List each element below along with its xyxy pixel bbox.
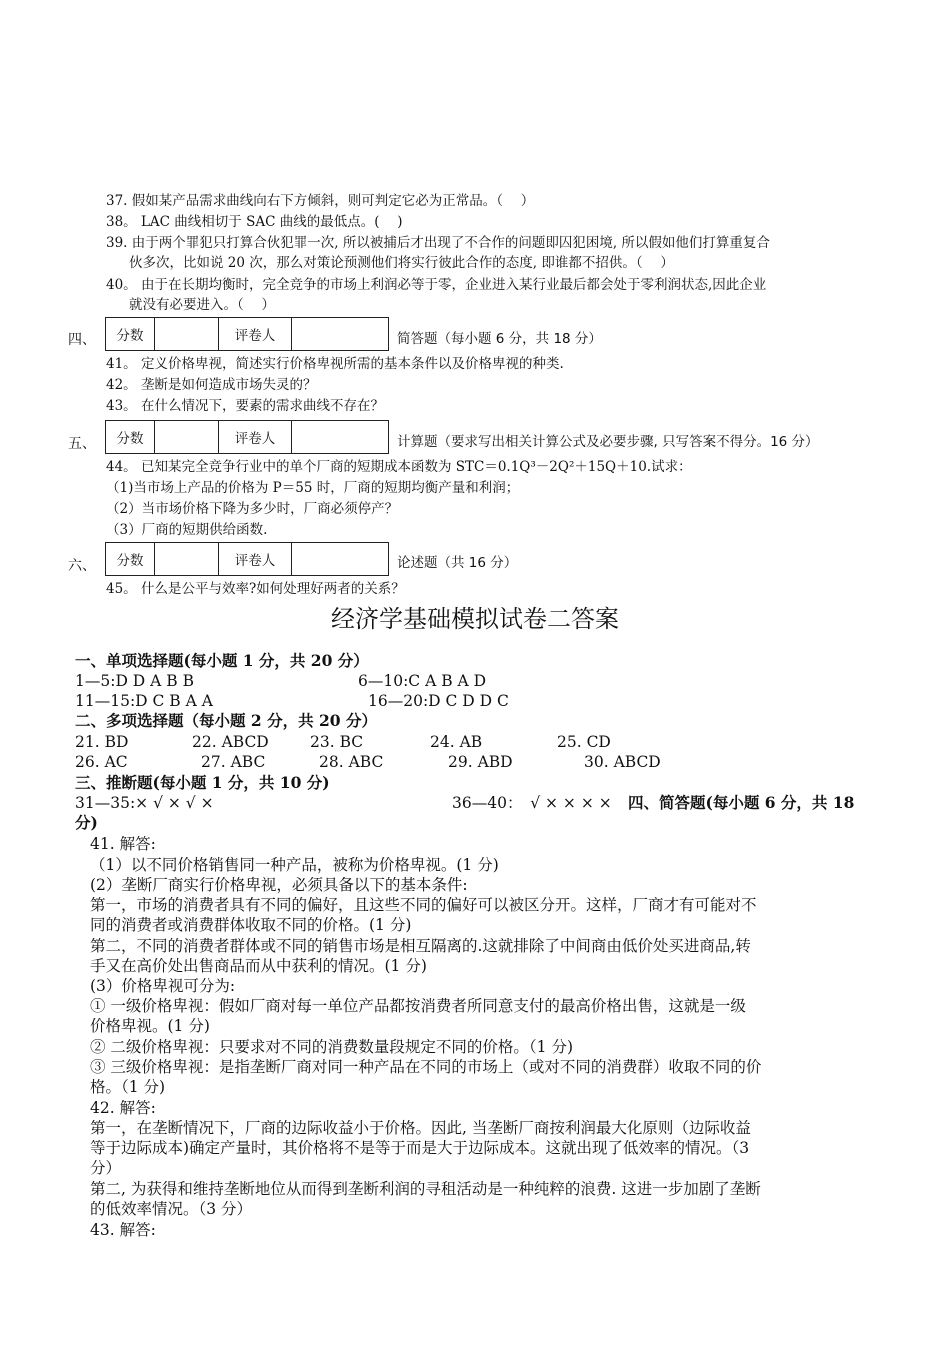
score-label: 分数: [106, 543, 155, 576]
section-4-title: 简答题（每小题 6 分，共 18 分）: [397, 331, 602, 347]
score-blank[interactable]: [155, 543, 219, 576]
answer-42-p2-line1: 第二, 为获得和维持垄断地位从而得到垄断利润的寻租活动是一种纯粹的浪费. 这进一步加剧了垄断: [90, 1180, 761, 1198]
answer-41-p2: (2）垄断厂商实行价格卑视，必须具备以下的基本条件:: [90, 876, 468, 894]
answer-heading-4: 四、简答题(每小题 6 分，共 18: [628, 793, 855, 812]
judge-answers-36-40: 36—40： √ × × × ×: [452, 794, 612, 812]
answer-42-p2-line2: 的低效率情况。（3 分）: [90, 1200, 253, 1218]
section-6-number: 六、: [68, 558, 96, 574]
section-6-score-box: [105, 542, 389, 576]
section-5-title: 计算题（要求写出相关计算公式及必要步骤, 只写答案不得分。16 分）: [397, 434, 819, 450]
multi-answer-21: 21. BD: [75, 733, 129, 751]
question-42: 42。 垄断是如何造成市场失灵的？: [106, 377, 317, 393]
answer-41-p1: （1）以不同价格销售同一种产品，被称为价格卑视。(1 分): [90, 856, 499, 874]
answer-41-p3-line2: 同的消费者或消费群体收取不同的价格。(1 分): [90, 916, 412, 934]
section-6-title: 论述题（共 16 分）: [397, 555, 518, 571]
section-5-score-box: [105, 420, 389, 454]
answer-heading-2: 二、多项选择题（每小题 2 分，共 20 分）: [75, 711, 377, 730]
answer-heading-4-cont: 分): [75, 813, 98, 832]
answer-41-p4-line2: 手又在高价处出售商品而从中获利的情况。(1 分): [90, 957, 427, 975]
grader-label: 评卷人: [219, 421, 292, 454]
multi-answer-29: 29. ABD: [448, 753, 513, 771]
question-40-line1: 40。 由于在长期均衡时，完全竞争的市场上利润必等于零，企业进入某行业最后都会处于零利润状态,因此企业: [106, 277, 767, 293]
multi-answer-30: 30. ABCD: [584, 753, 661, 771]
mc-answers-16-20: 16—20:D C D D C: [368, 692, 509, 710]
answer-41-p5: (3）价格卑视可分为:: [90, 977, 236, 995]
multi-answer-28: 28. ABC: [319, 753, 384, 771]
answer-42-p1-line3: 分）: [90, 1159, 122, 1177]
mc-answers-11-15: 11—15:D C B A A: [75, 692, 213, 710]
answer-heading-1: 一、单项选择题(每小题 1 分，共 20 分）: [75, 651, 369, 670]
question-39-line2: 伙多次，比如说 20 次，那么对策论预测他们将实行彼此合作的态度, 即谁都不招供。（ ）: [129, 255, 674, 271]
answer-42-label: 42. 解答:: [90, 1099, 156, 1117]
grader-blank[interactable]: [292, 543, 389, 576]
question-44-part1: （1)当市场上产品的价格为 P＝55 时，厂商的短期均衡产量和利润；: [106, 480, 520, 496]
answer-key-title: 经济学基础模拟试卷二答案: [331, 605, 619, 633]
multi-answer-25: 25. CD: [557, 733, 611, 751]
mc-answers-6-10: 6—10:C A B A D: [358, 672, 487, 690]
multi-answer-24: 24. AB: [430, 733, 483, 751]
answer-42-p1-line1: 第一，在垄断情况下，厂商的边际收益小于价格。因此, 当垄断厂商按利润最大化原则（边际收益: [90, 1119, 751, 1137]
grader-label: 评卷人: [219, 318, 292, 351]
answer-41-p4-line1: 第二，不同的消费者群体或不同的销售市场是相互隔离的.这就排除了中间商由低价处买进商品,转: [90, 937, 751, 955]
judge-answers-31-35: 31—35:× √ × √ ×: [75, 794, 214, 812]
question-40-line2: 就没有必要进入。（ ）: [129, 297, 276, 313]
multi-answer-22: 22. ABCD: [192, 733, 269, 751]
question-44-part2: （2）当市场价格下降为多少时，厂商必须停产？: [106, 501, 399, 517]
section-4-score-box: [105, 317, 389, 351]
multi-answer-27: 27. ABC: [201, 753, 266, 771]
multi-answer-26: 26. AC: [75, 753, 128, 771]
answer-42-p1-line2: 等于边际成本)确定产量时，其价格将不是等于而是大于边际成本。这就出现了低效率的情况。（3: [90, 1139, 750, 1157]
question-39-line1: 39. 由于两个罪犯只打算合伙犯罪一次, 所以被捕后才出现了不合作的问题即囚犯困境, 所以假如他们打算重复合: [106, 235, 770, 251]
grader-label: 评卷人: [219, 543, 292, 576]
question-43: 43。 在什么情况下，要素的需求曲线不存在？: [106, 398, 384, 414]
question-38: 38。 LAC 曲线相切于 SAC 曲线的最低点。( ): [106, 214, 403, 230]
score-blank[interactable]: [155, 421, 219, 454]
answer-41-p6-line2: 价格卑视。(1 分): [90, 1017, 210, 1035]
question-45: 45。 什么是公平与效率?如何处理好两者的关系？: [106, 581, 405, 597]
score-blank[interactable]: [155, 318, 219, 351]
score-label: 分数: [106, 318, 155, 351]
section-5-number: 五、: [68, 436, 96, 452]
grader-blank[interactable]: [292, 421, 389, 454]
question-44: 44。 已知某完全竞争行业中的单个厂商的短期成本函数为 STC＝0.1Q³－2Q²＋15Q＋10.试求：: [106, 459, 692, 475]
answer-41-p8-line1: ③ 三级价格卑视：是指垄断厂商对同一种产品在不同的市场上（或对不同的消费群）收取不同的价: [90, 1058, 762, 1076]
answer-41-p3-line1: 第一，市场的消费者具有不同的偏好，且这些不同的偏好可以被区分开。这样，厂商才有可能对不: [90, 896, 757, 914]
answer-43-label: 43. 解答:: [90, 1221, 156, 1239]
question-44-part3: （3）厂商的短期供给函数.: [106, 522, 268, 538]
answer-41-p7: ② 二级价格卑视：只要求对不同的消费数量段规定不同的价格。（1 分): [90, 1038, 574, 1056]
section-4-number: 四、: [68, 332, 96, 348]
answer-heading-3: 三、推断题(每小题 1 分，共 10 分): [75, 773, 330, 792]
grader-blank[interactable]: [292, 318, 389, 351]
answer-41-p8-line2: 格。（1 分): [90, 1078, 166, 1096]
answer-41-label: 41. 解答:: [90, 835, 156, 853]
score-label: 分数: [106, 421, 155, 454]
mc-answers-1-5: 1—5:D D A B B: [75, 672, 194, 690]
question-41: 41。 定义价格卑视，简述实行价格卑视所需的基本条件以及价格卑视的种类.: [106, 356, 564, 372]
multi-answer-23: 23. BC: [310, 733, 364, 751]
answer-41-p6-line1: ① 一级价格卑视：假如厂商对每一单位产品都按消费者所同意支付的最高价格出售，这就是一级: [90, 997, 746, 1015]
question-37: 37. 假如某产品需求曲线向右下方倾斜，则可判定它必为正常品。（ ）: [106, 193, 535, 209]
